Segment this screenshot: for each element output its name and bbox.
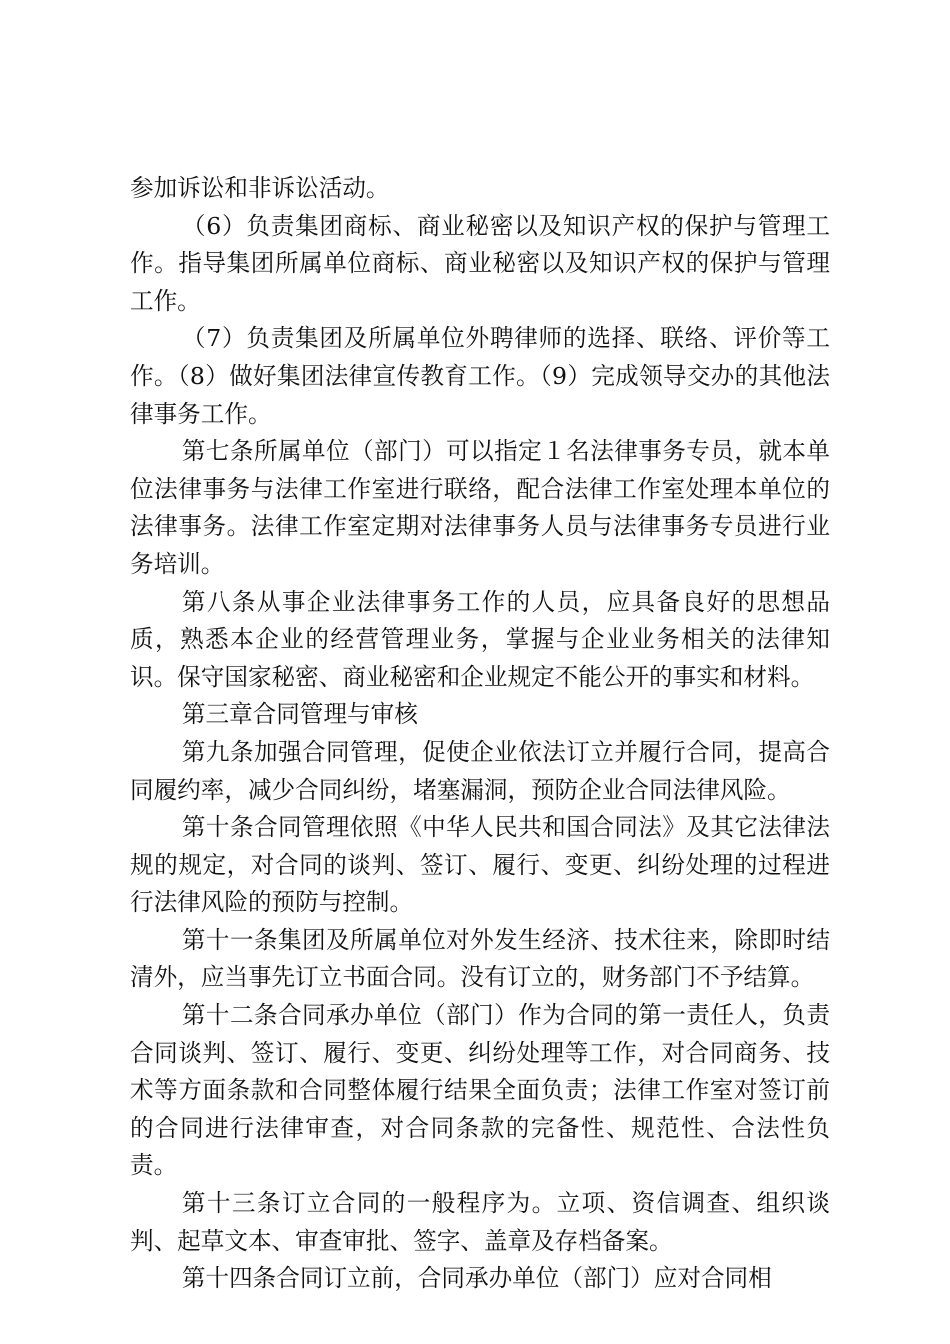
paragraph-article-11: 第十一条集团及所属单位对外发生经济、技术往来，除即时结清外，应当事先订立书面合同。没有订立的，财务部门不予结算。 <box>130 925 830 992</box>
paragraph-article-7: 第七条所属单位（部门）可以指定１名法律事务专员，就本单位法律事务与法律工作室进行联络，配合法律工作室处理本单位的法律事务。法律工作室定期对法律事务人员与法律事务专员进行业务培训。 <box>130 437 830 578</box>
document-body <box>130 170 830 1298</box>
paragraph-1: 参加诉讼和非诉讼活动。 <box>130 174 390 202</box>
paragraph-article-12: 第十二条合同承办单位（部门）作为合同的第一责任人，负责合同谈判、签订、履行、变更、纠纷处理等工作，对合同商务、技术等方面条款和合同整体履行结果全面负责；法律工作室对签订前的合同进行法律审查，对合同条款的完备性、规范性、合法性负责。 <box>130 1001 830 1180</box>
paragraph-article-10: 第十条合同管理依照《中华人民共和国合同法》及其它法律法规的规定，对合同的谈判、签订、履行、变更、纠纷处理的过程进行法律风险的预防与控制。 <box>130 813 830 917</box>
chapter-heading: 第三章合同管理与审核 <box>181 700 418 729</box>
paragraph-article-14: 第十四条合同订立前，合同承办单位（部门）应对合同相 <box>181 1264 772 1293</box>
paragraph-2: （6）负责集团商标、商业秘密以及知识产权的保护与管理工作。指导集团所属单位商标、商业秘密以及知识产权的保护与管理工作。 <box>130 211 830 315</box>
paragraph-article-8: 第八条从事企业法律事务工作的人员，应具备良好的思想品质，熟悉本企业的经营管理业务，掌握与企业业务相关的法律知识。保守国家秘密、商业秘密和企业规定不能公开的事实和材料。 <box>130 587 830 691</box>
paragraph-article-13: 第十三条订立合同的一般程序为。立项、资信调查、组织谈判、起草文本、审查审批、签字、盖章及存档备案。 <box>130 1189 830 1255</box>
paragraph-article-9: 第九条加强合同管理，促使企业依法订立并履行合同，提高合同履约率，减少合同纠纷，堵塞漏洞，预防企业合同法律风险。 <box>130 737 830 804</box>
paragraph-3: （7）负责集团及所属单位外聘律师的选择、联络、评价等工作。（8）做好集团法律宣传教育工作。（9）完成领导交办的其他法律事务工作。 <box>130 324 830 428</box>
